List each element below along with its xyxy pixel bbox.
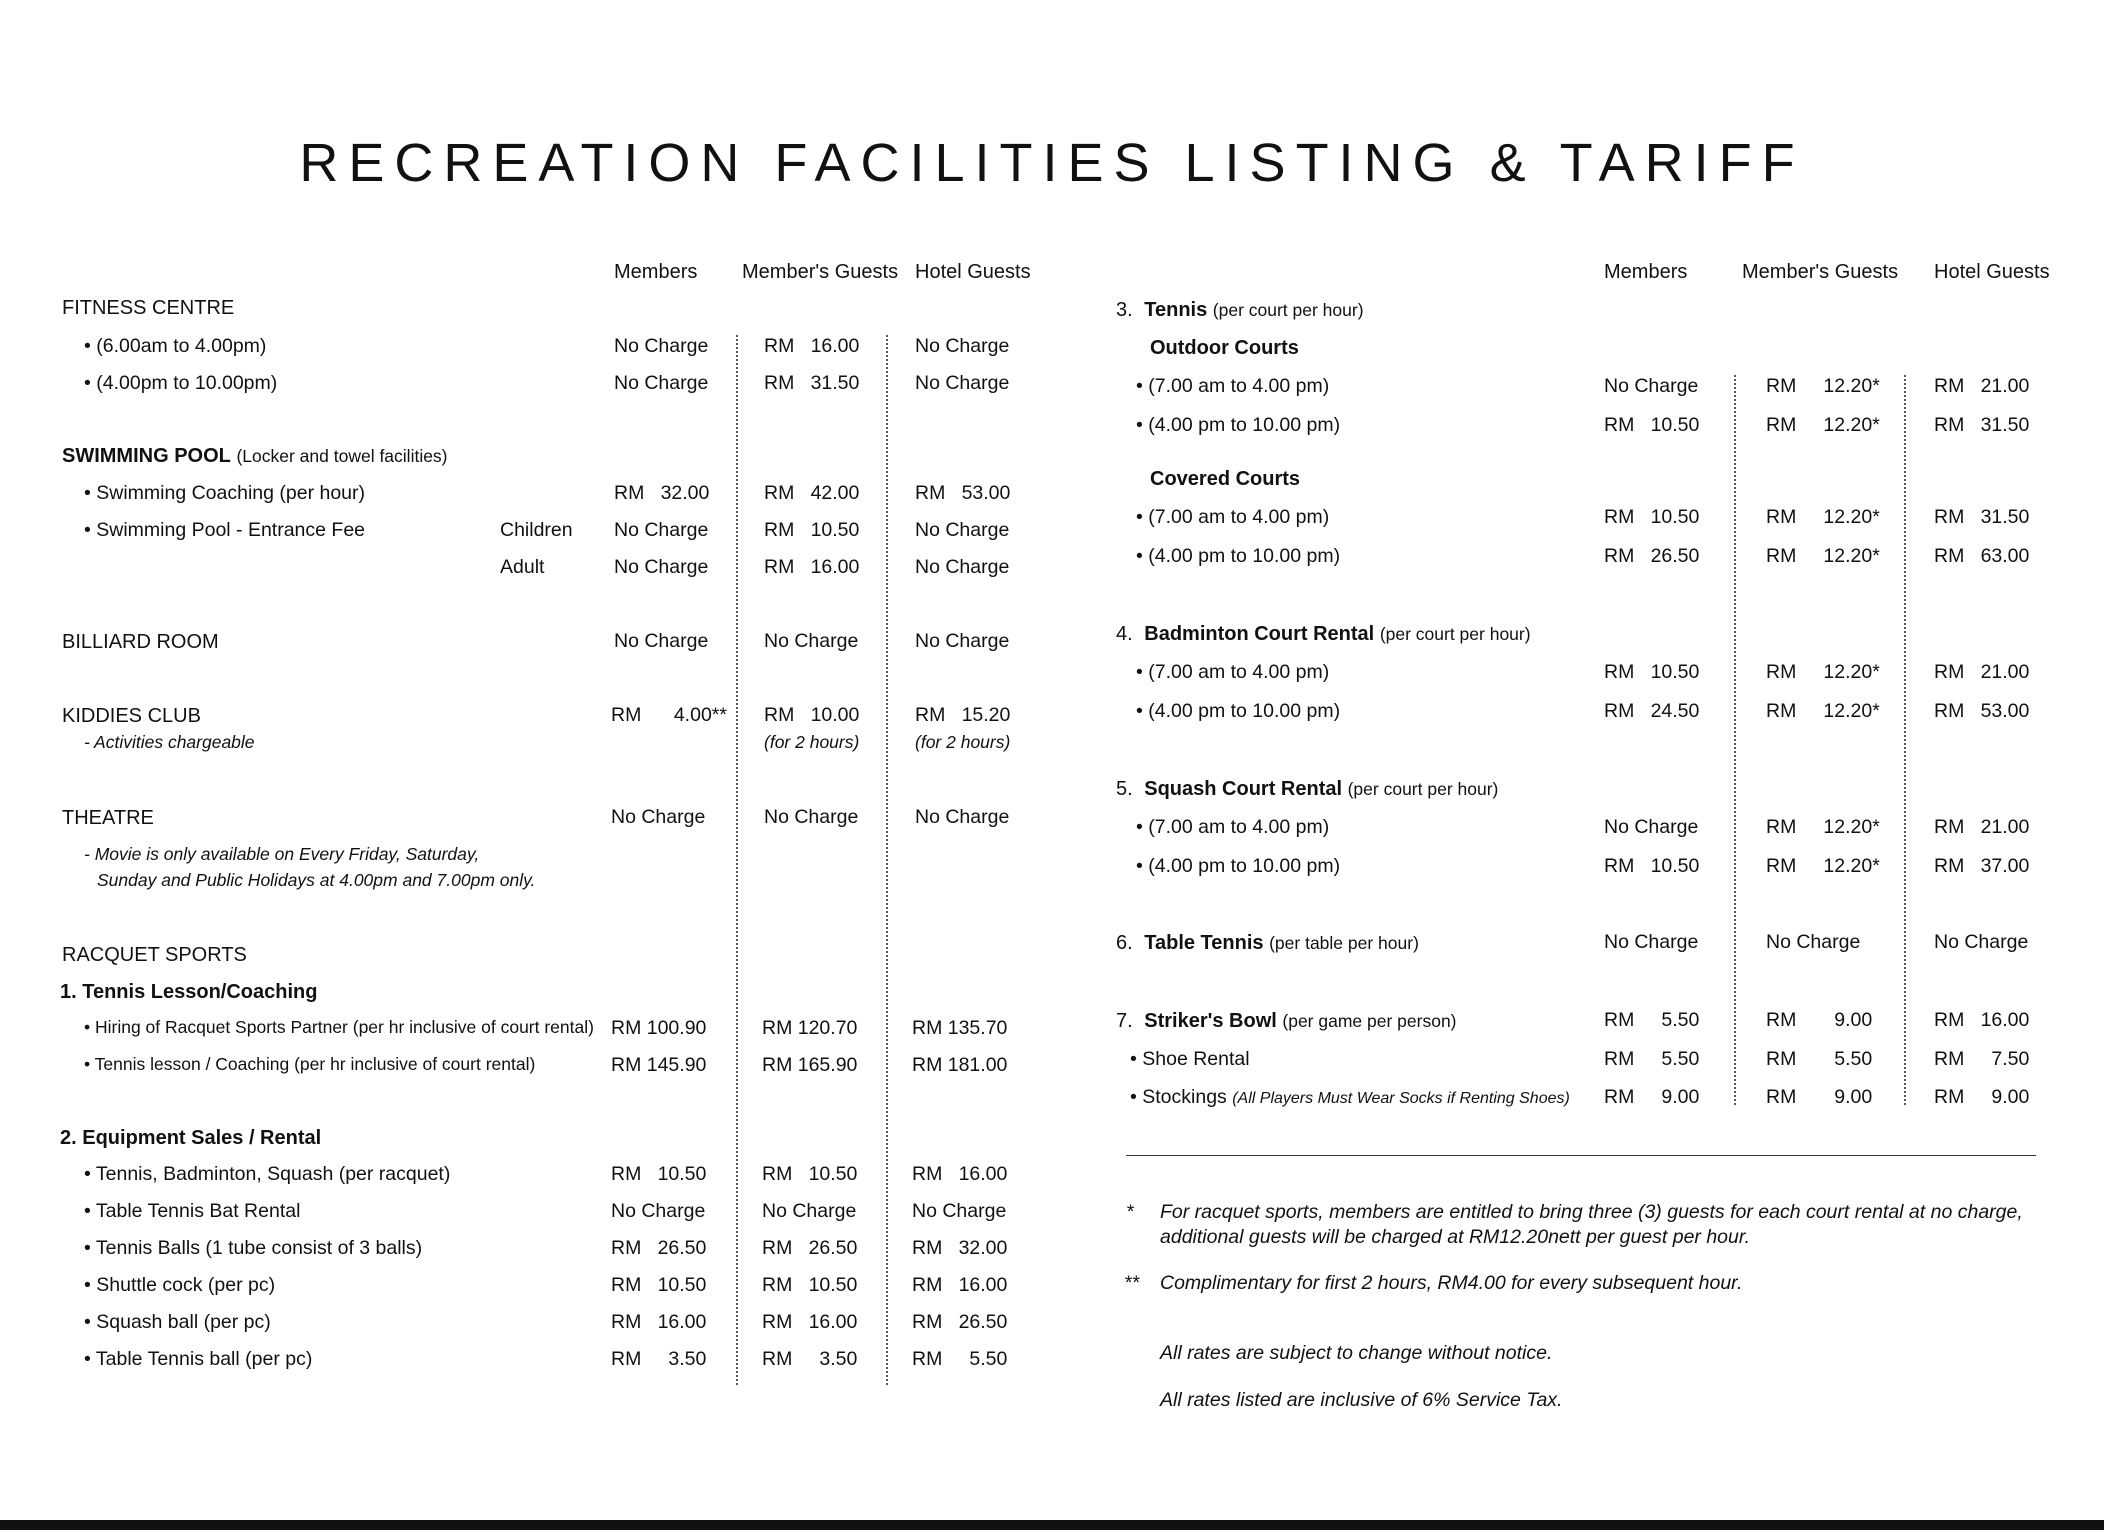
price-members-guests: RM 10.50 — [762, 1274, 858, 1296]
footnote-text: additional guests will be charged at RM12.20nett per guest per hour. — [1160, 1226, 1751, 1248]
price-members: RM 145.90 — [611, 1054, 707, 1076]
price-members: RM 9.00 — [1604, 1086, 1700, 1108]
footnote-text: For racquet sports, members are entitled to bring three (3) guests for each court rental at no charge, — [1160, 1201, 2023, 1223]
section-title — [62, 446, 448, 466]
section-note: (per table per hour) — [1269, 933, 1419, 953]
column-divider — [1734, 375, 1736, 1105]
row-label: • (4.00 pm to 10.00 pm) — [1136, 700, 1341, 722]
row-label: • (7.00 am to 4.00 pm) — [1136, 506, 1330, 528]
section-title: RACQUET SPORTS — [62, 944, 247, 966]
row-label: • (4.00 pm to 10.00 pm) — [1136, 855, 1341, 877]
section-title — [1116, 933, 1419, 953]
row-label: • (4.00 pm to 10.00 pm) — [1136, 414, 1341, 436]
price-hotel-guests: RM 181.00 — [912, 1054, 1008, 1076]
price-hotel-guests: RM 16.00 — [912, 1274, 1008, 1296]
price-members-guests: RM 12.20* — [1766, 414, 1880, 436]
row-note: (All Players Must Wear Socks if Renting Shoes) — [1232, 1090, 1570, 1107]
row-label: • Hiring of Racquet Sports Partner (per hr inclusive of court rental) — [84, 1017, 594, 1037]
price-members-guests: No Charge — [764, 806, 859, 828]
section-number: 4. — [1116, 623, 1133, 645]
price-members: RM 32.00 — [614, 482, 710, 504]
price-hotel-guests: No Charge — [1934, 931, 2029, 953]
section-title — [1116, 624, 1531, 644]
col-header-members-guests: Member's Guests — [1742, 261, 1899, 283]
price-members: No Charge — [611, 806, 706, 828]
price-hotel-guests: No Charge — [912, 1200, 1007, 1222]
price-members: RM 10.50 — [1604, 855, 1700, 877]
section-note: - Activities chargeable — [84, 732, 255, 752]
price-members-guests: RM 12.20* — [1766, 661, 1880, 683]
price-note: (for 2 hours) — [764, 732, 860, 752]
subsection-title: 2. Equipment Sales / Rental — [60, 1127, 322, 1149]
section-note: Sunday and Public Holidays at 4.00pm and 7.00pm only. — [97, 870, 536, 890]
section-title: KIDDIES CLUB — [62, 705, 201, 727]
price-members-guests: RM 165.90 — [762, 1054, 858, 1076]
row-sublabel: Adult — [500, 556, 545, 578]
section-note: - Movie is only available on Every Friday, Saturday, — [84, 844, 480, 864]
price-members: RM 10.50 — [1604, 661, 1700, 683]
price-members: No Charge — [614, 630, 709, 652]
price-members-guests: RM 10.50 — [762, 1163, 858, 1185]
price-members: No Charge — [1604, 931, 1699, 953]
price-members-guests: RM 12.20* — [1766, 506, 1880, 528]
bottom-border-bar — [0, 1520, 2104, 1530]
row-label — [1130, 1088, 1570, 1108]
price-hotel-guests: RM 37.00 — [1934, 855, 2030, 877]
row-label: • Shuttle cock (per pc) — [84, 1274, 276, 1296]
price-members-guests: RM 12.20* — [1766, 700, 1880, 722]
price-hotel-guests: RM 7.50 — [1934, 1048, 2030, 1070]
price-hotel-guests: RM 21.00 — [1934, 816, 2030, 838]
price-hotel-guests: No Charge — [915, 806, 1010, 828]
price-hotel-guests: RM 21.00 — [1934, 375, 2030, 397]
price-members-guests: RM 31.50 — [764, 372, 860, 394]
column-divider — [886, 335, 888, 1385]
price-members: RM 5.50 — [1604, 1048, 1700, 1070]
subsection-title: 1. Tennis Lesson/Coaching — [60, 981, 318, 1003]
section-number: 6. — [1116, 932, 1133, 954]
price-members-guests: RM 26.50 — [762, 1237, 858, 1259]
price-hotel-guests: RM 53.00 — [1934, 700, 2030, 722]
price-note: (for 2 hours) — [915, 732, 1011, 752]
price-hotel-guests: RM 9.00 — [1934, 1086, 2030, 1108]
row-label: • (6.00am to 4.00pm) — [84, 335, 267, 357]
row-label: • Table Tennis Bat Rental — [84, 1200, 301, 1222]
price-hotel-guests: RM 31.50 — [1934, 506, 2030, 528]
column-divider — [1904, 375, 1906, 1105]
price-members-guests: RM 120.70 — [762, 1017, 858, 1039]
price-hotel-guests: No Charge — [915, 335, 1010, 357]
price-members: RM 10.50 — [611, 1163, 707, 1185]
footnote-text: Complimentary for first 2 hours, RM4.00 for every subsequent hour. — [1160, 1272, 1743, 1294]
section-note: (per game per person) — [1282, 1011, 1457, 1031]
section-name: Table Tennis — [1144, 932, 1264, 954]
price-hotel-guests: RM 16.00 — [1934, 1009, 2030, 1031]
price-members: RM 26.50 — [1604, 545, 1700, 567]
price-members: No Charge — [1604, 816, 1699, 838]
row-label: • Tennis lesson / Coaching (per hr inclusive of court rental) — [84, 1054, 536, 1074]
section-title: FITNESS CENTRE — [62, 297, 235, 319]
section-number: 7. — [1116, 1010, 1133, 1032]
price-members: No Charge — [611, 1200, 706, 1222]
price-members: RM 5.50 — [1604, 1009, 1700, 1031]
price-members: RM 100.90 — [611, 1017, 707, 1039]
price-members: No Charge — [1604, 375, 1699, 397]
row-label: • Tennis Balls (1 tube consist of 3 balls) — [84, 1237, 423, 1259]
price-members: No Charge — [614, 335, 709, 357]
price-members: No Charge — [614, 372, 709, 394]
price-members-guests: RM 16.00 — [764, 335, 860, 357]
price-members: RM 4.00** — [611, 704, 727, 726]
price-hotel-guests: No Charge — [915, 630, 1010, 652]
section-title — [1116, 1011, 1457, 1031]
price-members: No Charge — [614, 519, 709, 541]
section-title: THEATRE — [62, 807, 154, 829]
price-members: RM 3.50 — [611, 1348, 707, 1370]
price-members: RM 16.00 — [611, 1311, 707, 1333]
footnote-mark: ** — [1124, 1272, 1140, 1294]
price-hotel-guests: No Charge — [915, 519, 1010, 541]
section-note: (Locker and towel facilities) — [236, 446, 448, 466]
section-name: Tennis — [1144, 299, 1208, 321]
footnote-text: All rates listed are inclusive of 6% Service Tax. — [1160, 1389, 1563, 1411]
price-hotel-guests: RM 16.00 — [912, 1163, 1008, 1185]
price-members: RM 24.50 — [1604, 700, 1700, 722]
row-label: • Swimming Coaching (per hour) — [84, 482, 366, 504]
subsection-title: Outdoor Courts — [1150, 337, 1299, 359]
footnote-text: All rates are subject to change without notice. — [1160, 1342, 1553, 1364]
price-members-guests: No Charge — [762, 1200, 857, 1222]
price-members-guests: RM 12.20* — [1766, 855, 1880, 877]
price-hotel-guests: RM 135.70 — [912, 1017, 1008, 1039]
section-number: 3. — [1116, 299, 1133, 321]
section-note: (per court per hour) — [1212, 300, 1364, 320]
price-members-guests: RM 9.00 — [1766, 1009, 1873, 1031]
row-sublabel: Children — [500, 519, 573, 541]
col-header-members-guests: Member's Guests — [742, 261, 899, 283]
price-members: RM 10.50 — [611, 1274, 707, 1296]
section-name: Badminton Court Rental — [1144, 623, 1375, 645]
price-members-guests: RM 12.20* — [1766, 375, 1880, 397]
section-number: 5. — [1116, 778, 1133, 800]
divider-rule — [1126, 1155, 2036, 1156]
price-hotel-guests: RM 21.00 — [1934, 661, 2030, 683]
row-label: • (4.00 pm to 10.00 pm) — [1136, 545, 1341, 567]
row-label: • (4.00pm to 10.00pm) — [84, 372, 278, 394]
price-members: RM 26.50 — [611, 1237, 707, 1259]
page-title: RECREATION FACILITIES LISTING & TARIFF — [299, 133, 1805, 193]
price-members: RM 10.50 — [1604, 414, 1700, 436]
col-header-members: Members — [614, 261, 698, 283]
price-hotel-guests: RM 5.50 — [912, 1348, 1008, 1370]
row-label: • Tennis, Badminton, Squash (per racquet) — [84, 1163, 451, 1185]
price-members-guests: RM 42.00 — [764, 482, 860, 504]
price-members: No Charge — [614, 556, 709, 578]
col-header-members: Members — [1604, 261, 1688, 283]
price-members-guests: RM 9.00 — [1766, 1086, 1873, 1108]
price-hotel-guests: RM 63.00 — [1934, 545, 2030, 567]
price-members-guests: No Charge — [764, 630, 859, 652]
row-label: • Shoe Rental — [1130, 1048, 1250, 1070]
price-members-guests: RM 10.00 — [764, 704, 860, 726]
row-label: • (7.00 am to 4.00 pm) — [1136, 661, 1330, 683]
row-label: • Swimming Pool - Entrance Fee — [84, 519, 366, 541]
col-header-hotel-guests: Hotel Guests — [1934, 261, 2050, 283]
row-label: • (7.00 am to 4.00 pm) — [1136, 816, 1330, 838]
price-members-guests: RM 16.00 — [762, 1311, 858, 1333]
price-hotel-guests: RM 32.00 — [912, 1237, 1008, 1259]
price-hotel-guests: RM 15.20 — [915, 704, 1011, 726]
row-label: • Squash ball (per pc) — [84, 1311, 271, 1333]
price-members-guests: No Charge — [1766, 931, 1861, 953]
price-hotel-guests: No Charge — [915, 556, 1010, 578]
section-note: (per court per hour) — [1379, 624, 1531, 644]
price-members-guests: RM 12.20* — [1766, 816, 1880, 838]
price-members-guests: RM 3.50 — [762, 1348, 858, 1370]
footnote-mark: * — [1126, 1201, 1134, 1223]
price-members-guests: RM 5.50 — [1766, 1048, 1873, 1070]
column-divider — [736, 335, 738, 1385]
section-note: (per court per hour) — [1347, 779, 1499, 799]
section-name: SWIMMING POOL — [62, 445, 231, 467]
price-hotel-guests: RM 31.50 — [1934, 414, 2030, 436]
price-members-guests: RM 16.00 — [764, 556, 860, 578]
row-label-text: • Stockings — [1130, 1086, 1227, 1108]
col-header-hotel-guests: Hotel Guests — [915, 261, 1031, 283]
subsection-title: Covered Courts — [1150, 468, 1301, 490]
price-members-guests: RM 10.50 — [764, 519, 860, 541]
section-name: Squash Court Rental — [1144, 778, 1343, 800]
price-hotel-guests: RM 53.00 — [915, 482, 1011, 504]
section-title: BILLIARD ROOM — [62, 631, 219, 653]
row-label: • Table Tennis ball (per pc) — [84, 1348, 313, 1370]
section-name: Striker's Bowl — [1144, 1010, 1277, 1032]
price-members-guests: RM 12.20* — [1766, 545, 1880, 567]
section-title — [1116, 779, 1498, 799]
section-title — [1116, 300, 1364, 320]
price-hotel-guests: RM 26.50 — [912, 1311, 1008, 1333]
row-label: • (7.00 am to 4.00 pm) — [1136, 375, 1330, 397]
price-hotel-guests: No Charge — [915, 372, 1010, 394]
price-members: RM 10.50 — [1604, 506, 1700, 528]
